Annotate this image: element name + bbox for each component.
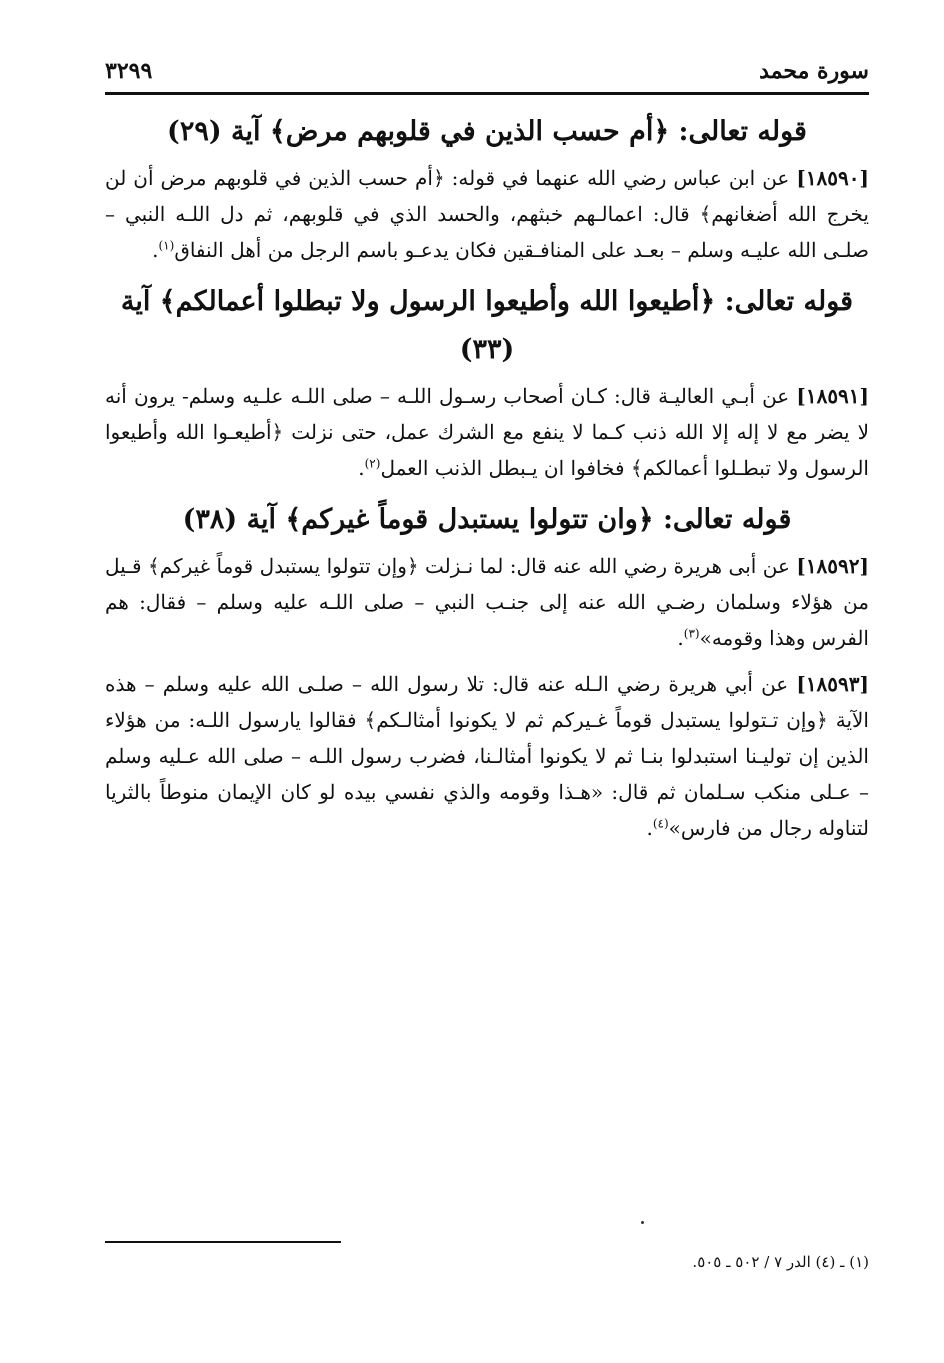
section-heading: قوله تعالى: ﴿وان تتولوا يستبدل قوماً غيركم﴾ آية (٣٨) — [182, 504, 792, 535]
narration-text: عن أبي هريرة رضي الـله عنه قال: تلا رسول الله – صلـى الله عليه وسلم – هذه الآية ﴿وإن تـتولوا يستبدل قوماً غـيركم ثم لا يكونوا أمثالـكم﴾ فقالوا يارسول اللـه: من هؤلاء الذين إن توليـنا استبدلوا بنـا ثم لا يكونوا أمثالـنا، فضرب رسول اللـه – صلى الله عـليه وسلم – عـلى منكب سـلمان ثم قال: «هـذا وقومه والذي نفسي بيده لو كان الإيمان منوطاً بالثريا لتناوله رجال من فارس» — [105, 672, 869, 840]
narration-number: [١٨٥٩١] — [796, 384, 870, 408]
narration-paragraph — [105, 160, 869, 268]
footnote-ref: (٢) — [364, 456, 381, 471]
footnote-rule — [105, 1241, 341, 1243]
book-page — [105, 0, 869, 1363]
narration-end: . — [646, 816, 653, 840]
narration-end: . — [152, 238, 159, 262]
narration-paragraph — [105, 666, 869, 846]
section-verse-38 — [105, 496, 869, 846]
narration-text: عن أبـي العاليـة قال: كـان أصحاب رسـول اللـه – صلى اللـه علـيه وسلم- يرون أنه لا يضر مع لا إله إلا الله ذنب كـما لا ينفع مع الشرك عمل، حتى نزلت ﴿أطيعـوا الله وأطيعوا الرسول ولا تبطـلوا أعمالكم﴾ فخافوا ان يـبطل الذنب العمل — [105, 384, 869, 480]
narration-paragraph — [105, 548, 869, 656]
narration-number: [١٨٥٩٠] — [796, 166, 869, 190]
narration-end: . — [358, 456, 365, 480]
section-heading: قوله تعالى: ﴿أطيعوا الله وأطيعوا الرسول ولا تبطلوا أعمالكم﴾ آية (٣٣) — [120, 286, 854, 365]
narration-number: [١٨٥٩٢] — [796, 554, 869, 578]
narration-paragraph — [105, 378, 869, 486]
surah-title: سورة محمد — [759, 58, 869, 84]
narration-number: [١٨٥٩٣] — [796, 672, 869, 696]
stray-dot — [641, 1221, 644, 1224]
running-header — [105, 54, 869, 84]
page-content — [105, 108, 869, 856]
section-heading: قوله تعالى: ﴿أم حسب الذين في قلوبهم مرض﴾ آية (٢٩) — [167, 116, 807, 147]
footnote-ref: (١) — [158, 238, 175, 253]
footnote: (١) ـ (٤) الدر ٧ / ٥٠٢ ـ ٥٠٥. — [692, 1253, 869, 1271]
page-number: ٣٢٩٩ — [105, 58, 153, 84]
section-verse-29 — [105, 108, 869, 268]
footnote-ref: (٣) — [683, 626, 700, 641]
narration-text: عن ابن عباس رضي الله عنهما في قوله: ﴿أم حسب الذين في قلوبهم مرض أن لن يخرج الله أضغانهم﴾ قال: اعمالـهم خبثهم، والحسد الذي في قلوبهم، ثم دل اللـه النبي – صلـى الله عليـه وسلم – بعـد على المنافـقين فكان يدعـو باسم الرجل من أهل النفاق — [105, 166, 869, 262]
narration-end: . — [677, 626, 684, 650]
narration-text: عن أبى هريرة رضي الله عنه قال: لما نـزلت ﴿وإن تتولوا يستبدل قوماً غيركم﴾ قـيل من هؤلاء وسلمان رضـي الله عنه إلى جنـب النبي – صلى اللـه عليه وسلم – فقال: هم الفرس وهذا وقومه» — [105, 554, 869, 650]
section-verse-33 — [105, 278, 869, 486]
header-rule — [105, 92, 869, 95]
footnote-ref: (٤) — [652, 816, 669, 831]
